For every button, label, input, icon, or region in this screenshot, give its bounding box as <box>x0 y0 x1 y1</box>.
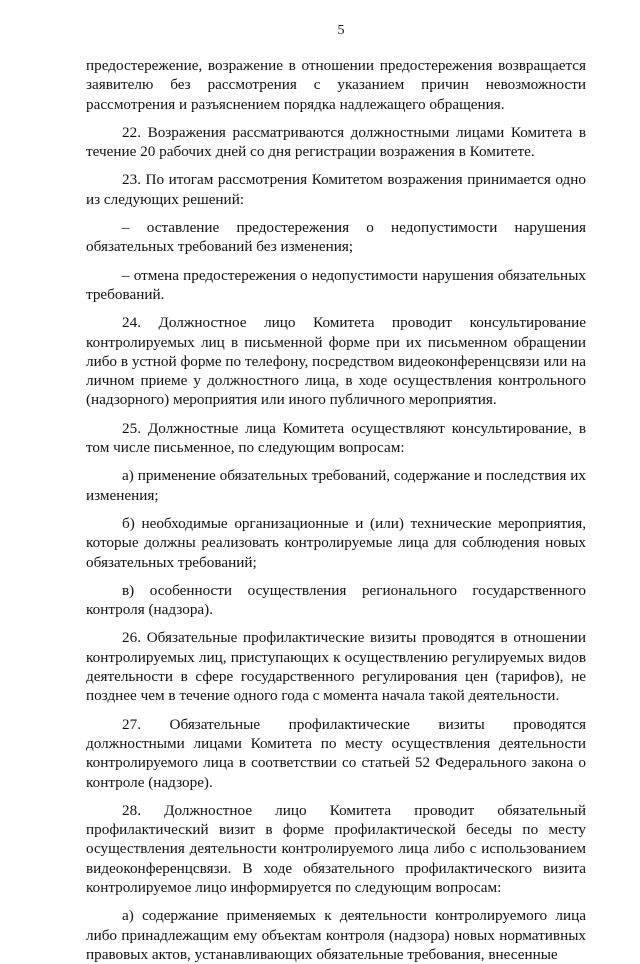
paragraph-continuation: предостережение, возражение в отношении предостережения возвращается заявителю без рассмотрения с указанием причин невозможности рассмотрения и разъяснением порядка надлежащего обращения. <box>86 57 586 113</box>
paragraph-26: 26. Обязательные профилактические визиты проводятся в отношении контролируемых лиц, приступающих к осуществлению регулируемых видов деятельности в сфере государственного регулирования цен (тарифов), не позднее чем в течение одного года с момента начала такой деятельности. <box>86 629 586 705</box>
paragraph-23-option-keep: – оставление предостережения о недопустимости нарушения обязательных требований без изменения; <box>86 219 586 256</box>
paragraph-24: 24. Должностное лицо Комитета проводит консультирование контролируемых лиц в письменной форме при их письменном обращении либо в устной форме по телефону, посредством видеоконференцсвязи или на личном приеме у должностного лица, в ходе осуществления контрольного (надзорного) мероприятия или иного публичного мероприятия. <box>86 314 586 409</box>
document-body <box>86 56 586 964</box>
paragraph-25: 25. Должностные лица Комитета осуществляют консультирование, в том числе письменное, по следующим вопросам: <box>86 419 586 457</box>
paragraph-23-option-cancel: – отмена предостережения о недопустимости нарушения обязательных требований. <box>86 266 586 303</box>
paragraph-28-item-a: а) содержание применяемых к деятельности контролируемого лица либо принадлежащим ему объектам контроля (надзора) новых нормативных правовых актов, устанавливающих обязательные требования, внесенные <box>86 907 586 963</box>
paragraph-25-item-v: в) особенности осуществления регионального государственного контроля (надзора). <box>86 581 586 619</box>
paragraph-27: 27. Обязательные профилактические визиты проводятся должностными лицами Комитета по месту осуществления деятельности контролируемого лица в соответствии со статьей 52 Федерального закона о контроле (надзоре). <box>86 715 586 791</box>
paragraph-22: 22. Возражения рассматриваются должностными лицами Комитета в течение 20 рабочих дней со дня регистрации возражения в Комитете. <box>86 123 586 161</box>
paragraph-28: 28. Должностное лицо Комитета проводит обязательный профилактический визит в форме профилактической беседы по месту осуществления деятельности контролируемого лица либо с использованием видеоконференцсвязи. В ходе обязательного профилактического визита контролируемое лицо информируется по следующим вопросам: <box>86 801 586 896</box>
paragraph-25-item-a: а) применение обязательных требований, содержание и последствия их изменения; <box>86 467 586 504</box>
page-number: 5 <box>337 23 345 38</box>
paragraph-23: 23. По итогам рассмотрения Комитетом возражения принимается одно из следующих решений: <box>86 171 586 208</box>
paragraph-25-item-b: б) необходимые организационные и (или) технические мероприятия, которые должны реализовать контролируемые лица для соблюдения новых обязательных требований; <box>86 514 586 571</box>
